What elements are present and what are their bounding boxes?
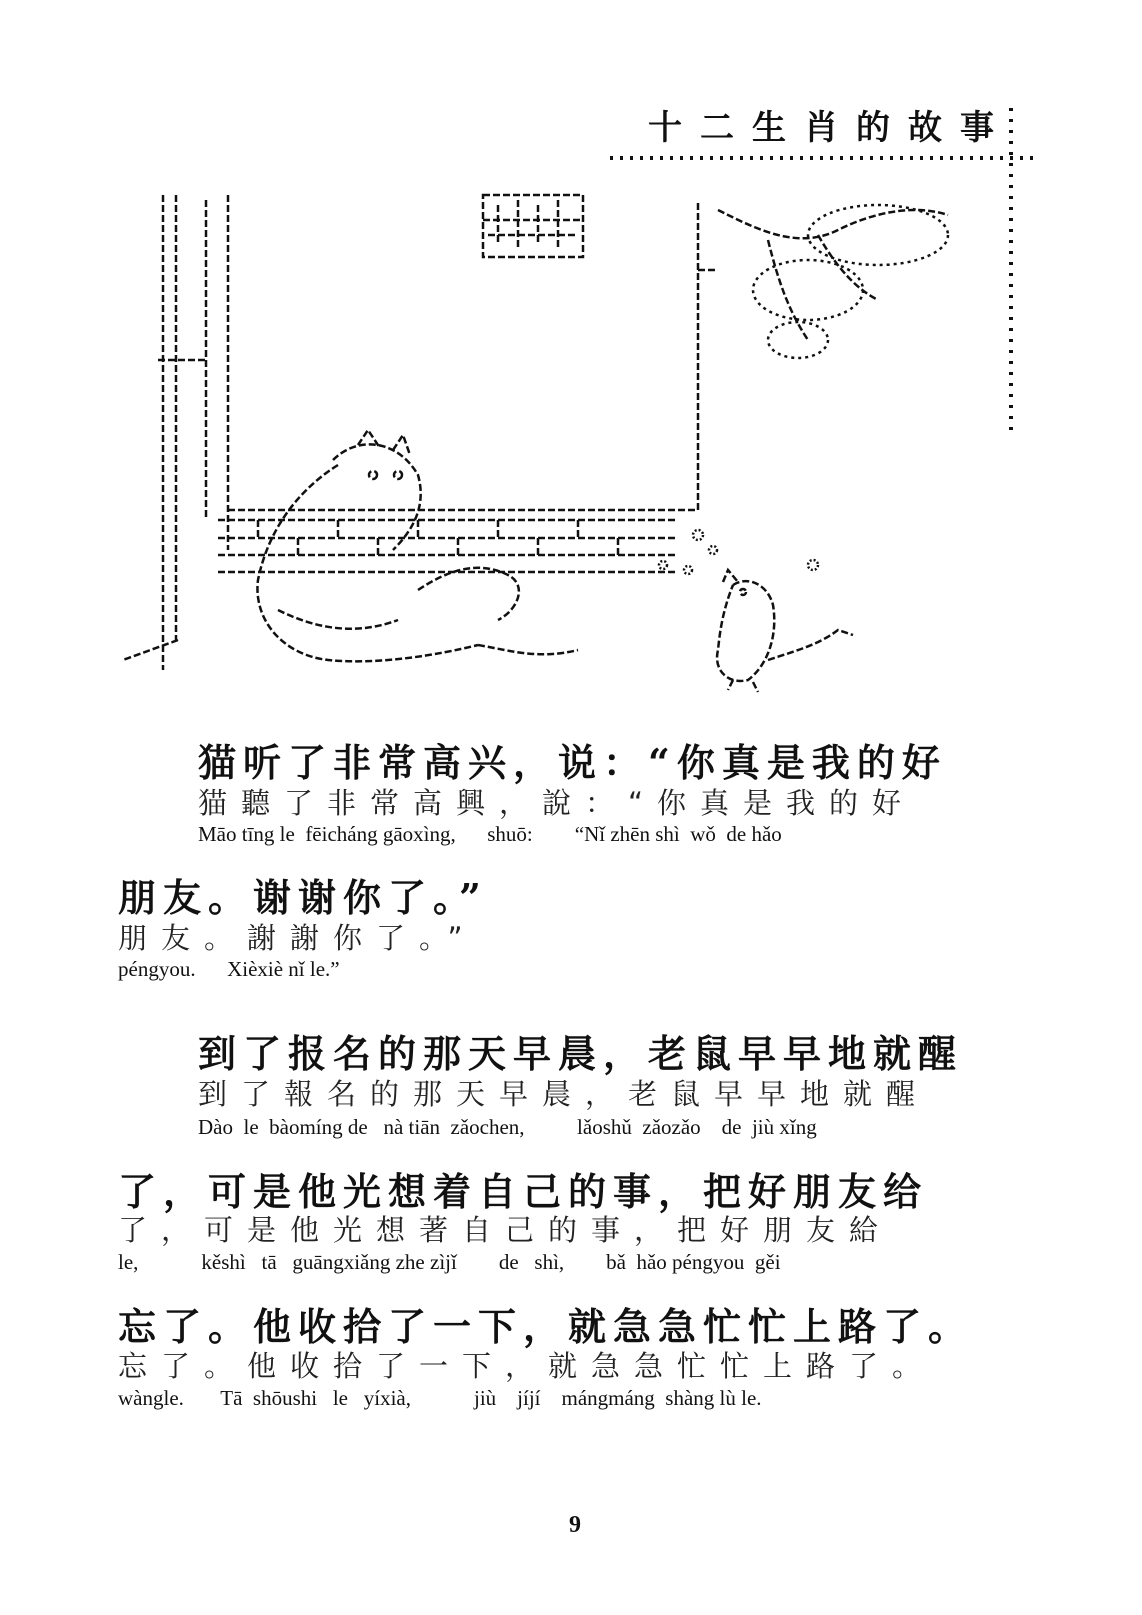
cat-and-rat-illustration <box>118 190 988 710</box>
wall-outline <box>228 200 718 510</box>
traditional-line: 忘了。他收拾了一下，就急急忙忙上路了。 <box>118 1349 936 1383</box>
traditional-line: 朋友。謝謝你了。” <box>118 921 477 955</box>
simplified-line: 到了报名的那天早晨，老鼠早早地就醒 <box>198 1031 964 1076</box>
page-number: 9 <box>569 1512 581 1538</box>
traditional-line: 了，可是他光想著自己的事，把好朋友給 <box>118 1213 893 1247</box>
simplified-line: 了，可是他光想着自己的事，把好朋友给 <box>118 1169 929 1214</box>
pinyin-line: le, kěshì tā guāngxiǎng zhe zìjǐ de shì, bǎ hǎo péngyou gěi <box>118 1250 781 1274</box>
header-dotted-rule <box>610 152 1040 164</box>
blossoms <box>659 530 818 574</box>
traditional-line: 到了報名的那天早晨，老鼠早早地就醒 <box>198 1077 930 1111</box>
cat <box>257 430 578 661</box>
simplified-line: 忘了。他收拾了一下，就急急忙忙上路了。 <box>118 1304 974 1349</box>
book-title: 十二生肖的故事 <box>648 108 1012 148</box>
pinyin-line: wàngle. Tā shōushi le yíxià, jiù jíjí mángmáng shàng lù le. <box>118 1386 762 1410</box>
header-dotted-divider <box>1006 108 1016 438</box>
tree-branch <box>718 205 948 358</box>
pinyin-line: Māo tīng le fēicháng gāoxìng, shuō: “Nǐ zhēn shì wǒ de hǎo <box>198 822 782 846</box>
brick-bench <box>218 520 678 572</box>
door-frame <box>123 195 228 670</box>
window-lattice <box>483 195 583 257</box>
rat <box>717 570 853 692</box>
pinyin-line: péngyou. Xièxiè nǐ le.” <box>118 957 340 981</box>
pinyin-line: Dào le bàomíng de nà tiān zǎochen, lǎoshǔ zǎozǎo de jiù xǐng <box>198 1115 817 1139</box>
traditional-line: 猫聽了非常高興，說：“你真是我的好 <box>198 786 916 820</box>
simplified-line: 朋友。谢谢你了。” <box>118 875 488 920</box>
simplified-line: 猫听了非常高兴，说：“你真是我的好 <box>198 740 947 785</box>
